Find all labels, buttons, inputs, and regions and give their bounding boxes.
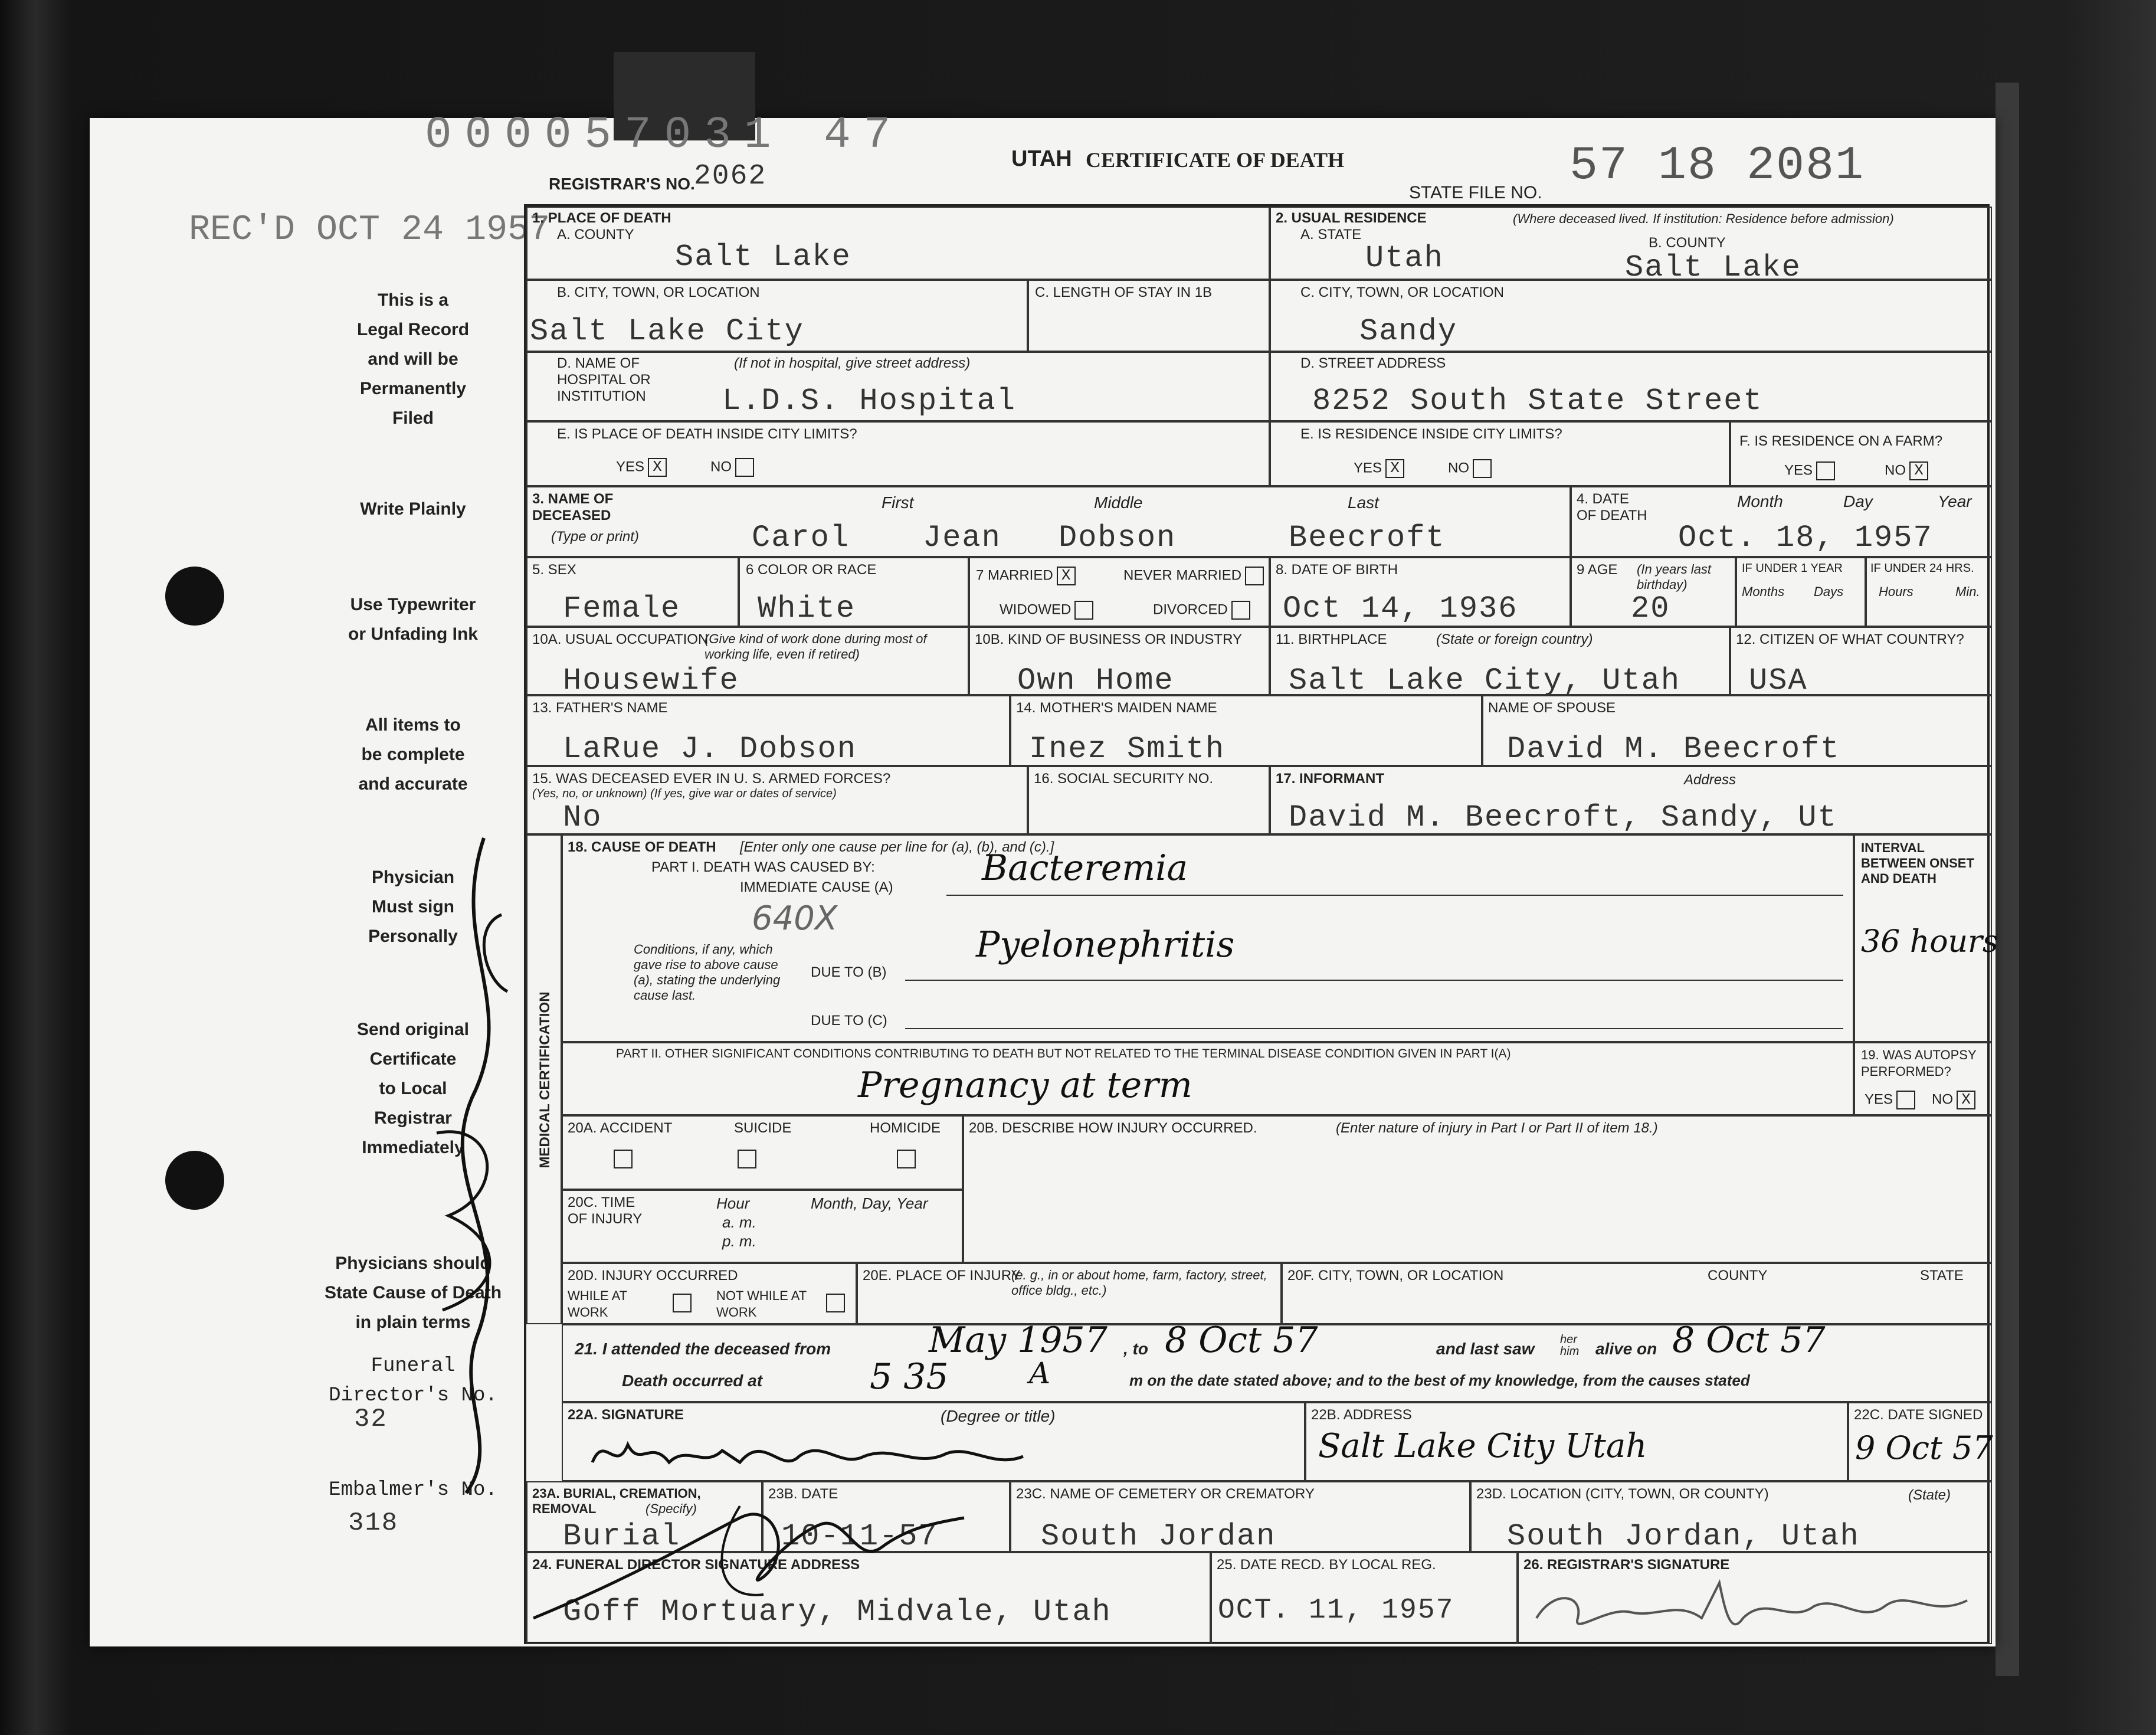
informant-value: David M. Beecroft, Sandy, Ut xyxy=(1289,800,1837,835)
widowed-check[interactable]: WIDOWED xyxy=(1000,601,1093,620)
margin-typewriter: Use Typewriter or Unfading Ink xyxy=(348,595,478,644)
street-value: 8252 South State Street xyxy=(1312,384,1763,418)
date-signed-value: 9 Oct 57 xyxy=(1855,1429,1993,1466)
serial-stamp: 000057031 47 xyxy=(425,110,904,161)
cell-occupation: 10A. USUAL OCCUPATION (Give kind of work done during most of working life, even if retired) Housewife xyxy=(526,627,969,695)
punch-hole-bottom xyxy=(165,1151,224,1210)
cell-dob: 8. DATE OF BIRTH Oct 14, 1936 xyxy=(1270,557,1571,627)
cemetery-value: South Jordan xyxy=(1041,1519,1276,1554)
cell-father: 13. FATHER'S NAME LaRue J. Dobson xyxy=(526,695,1010,766)
cell-burial: 23A. BURIAL, CREMATION, REMOVAL (Specify) Burial xyxy=(526,1481,762,1552)
interval-value: 36 hours xyxy=(1861,924,1998,960)
cell-registrar-sig: 26. REGISTRAR'S SIGNATURE xyxy=(1518,1552,1992,1644)
cell-marital xyxy=(969,557,1270,627)
cell-length-stay: C. LENGTH OF STAY IN 1B xyxy=(1028,280,1270,352)
cell-business: 10B. KIND OF BUSINESS OR INDUSTRY Own Home xyxy=(969,627,1270,695)
funeral-director-no: 32 xyxy=(354,1405,388,1434)
cell-cemetery: 23C. NAME OF CEMETERY OR CREMATORY South Jordan xyxy=(1010,1481,1470,1552)
attended-from: May 1957 xyxy=(929,1320,1108,1361)
cell-res-state: 2. USUAL RESIDENCE (Where deceased lived. If institution: Residence before admission) A. STATE B. COUNTY Utah Salt Lake xyxy=(1270,207,1992,280)
registrar-no: 2062 xyxy=(694,161,767,192)
birthplace-value: Salt Lake City, Utah xyxy=(1289,663,1681,698)
divorced-check[interactable]: DIVORCED xyxy=(1153,601,1250,620)
cell-time-injury: 20C. TIME OF INJURY Hour a. m. p. m. Month, Day, Year xyxy=(562,1190,963,1263)
res-county-value: Salt Lake xyxy=(1625,250,1801,285)
physician-margin-signature xyxy=(413,826,531,1505)
attended-to: 8 Oct 57 xyxy=(1165,1320,1318,1361)
cell-citizen: 12. CITIZEN OF WHAT COUNTRY? USA xyxy=(1730,627,1992,695)
cell-ssn: 16. SOCIAL SECURITY NO. xyxy=(1028,766,1270,834)
last-name: Beecroft xyxy=(1289,520,1446,555)
father-value: LaRue J. Dobson xyxy=(563,732,857,767)
cell-armed: 15. WAS DECEASED EVER IN U. S. ARMED FORCES? (Yes, no, or unknown) (If yes, give war or dates of service) No xyxy=(526,766,1028,834)
autopsy-no[interactable]: NO X xyxy=(1932,1091,1975,1109)
homicide-check[interactable] xyxy=(897,1150,916,1168)
cell-part2: PART II. OTHER SIGNIFICANT CONDITIONS CONTRIBUTING TO DEATH BUT NOT RELATED TO THE TERMINAL DISEASE CONDITION GIVEN IN PART I(A) Pregnancy at term xyxy=(562,1042,1854,1115)
margin-send-original: Send original Certificate to Local Registrar Immediately xyxy=(356,1020,470,1157)
cell-cause: 18. CAUSE OF DEATH [Enter only one cause per line for (a), (b), and (c).] PART I. DEATH WAS CAUSED BY: IMMEDIATE CAUSE (A) Bacteremia 640X Conditions, if any, which gave rise to above cause (a), stating the underlying cause last. DUE TO (B) Pyelonephritis DUE TO (C) xyxy=(562,834,1854,1042)
cell-date-recd: 25. DATE RECD. BY LOCAL REG. OCT. 11, 1957 xyxy=(1211,1552,1518,1644)
immediate-cause-value: Bacteremia xyxy=(982,847,1188,889)
margin-physician-sign: Physician Must sign Personally xyxy=(368,868,458,946)
cell-interval: INTERVAL BETWEEN ONSET AND DEATH 36 hours xyxy=(1854,834,1992,1042)
funeral-director-signature xyxy=(516,1482,1106,1636)
location-value: South Jordan, Utah xyxy=(1507,1519,1860,1554)
sex-value: Female xyxy=(563,591,681,626)
margin-write-plainly: Write Plainly xyxy=(360,499,466,519)
registrar-no-label: REGISTRAR'S NO. xyxy=(549,175,695,193)
cell-accident: 20A. ACCIDENT SUICIDE HOMICIDE xyxy=(562,1115,963,1190)
cell-informant: 17. INFORMANT Address David M. Beecroft, Sandy, Ut xyxy=(1270,766,1992,834)
cell-name: 3. NAME OF DECEASED (Type or print) First Middle Last Carol Jean Dobson Beecroft xyxy=(526,486,1571,557)
cell-race: 6 COLOR OR RACE White xyxy=(739,557,969,627)
while-at-work: WHILE AT WORK xyxy=(568,1288,627,1320)
cell-injury-how: 20B. DESCRIBE HOW INJURY OCCURRED. (Enter nature of injury in Part I or Part II of item 18.) xyxy=(963,1115,1992,1263)
middle-name: Jean xyxy=(923,520,1001,555)
sig-address-value: Salt Lake City Utah xyxy=(1318,1427,1647,1465)
farm-no[interactable]: NO X xyxy=(1885,461,1928,480)
middle-name-2: Dobson xyxy=(1059,520,1177,555)
received-stamp: REC'D OCT 24 1957 xyxy=(189,210,551,250)
cell-attended: 21. I attended the deceased from May 1957 , to 8 Oct 57 and last saw her him alive on 8 Oct 57 Death occurred at 5 35 A m on the date stated above; and to the best of my knowledge, from the causes stated xyxy=(562,1324,1992,1402)
state-file-no: 57 18 2081 xyxy=(1570,139,1865,193)
cell-location: 23D. LOCATION (CITY, TOWN, OR COUNTY) (State) South Jordan, Utah xyxy=(1470,1481,1992,1552)
embalmer-no: 318 xyxy=(348,1508,399,1538)
mother-value: Inez Smith xyxy=(1029,732,1226,767)
due-to-b-value: Pyelonephritis xyxy=(976,924,1235,965)
dob-value: Oct 14, 1936 xyxy=(1283,591,1518,626)
never-married-check[interactable]: NEVER MARRIED xyxy=(1123,567,1264,585)
cell-sig-address: 22B. ADDRESS Salt Lake City Utah xyxy=(1305,1402,1848,1481)
cell-under-24: IF UNDER 24 HRS. Hours Min. xyxy=(1866,557,1992,627)
farm-yes[interactable]: YES xyxy=(1784,461,1835,480)
cell-city: B. CITY, TOWN, OR LOCATION Salt Lake City xyxy=(526,280,1028,352)
punch-hole-top xyxy=(165,567,224,626)
binder-edge xyxy=(1996,83,2019,1676)
alive-on: 8 Oct 57 xyxy=(1672,1320,1826,1361)
cell-injury-occurred: 20D. INJURY OCCURRED WHILE AT WORK NOT WHILE AT WORK xyxy=(562,1263,857,1324)
medical-cert-strip: MEDICAL CERTIFICATION xyxy=(526,834,562,1324)
certificate-title: CERTIFICATE OF DEATH xyxy=(1086,148,1345,172)
am-pm: A xyxy=(1029,1356,1051,1390)
certificate-form xyxy=(524,204,1998,1644)
res-inside-no[interactable]: NO xyxy=(1448,459,1492,478)
county-value: Salt Lake xyxy=(675,240,851,274)
cell-funeral: 24. FUNERAL DIRECTOR SIGNATURE ADDRESS Goff Mortuary, Midvale, Utah xyxy=(526,1552,1211,1644)
autopsy-yes[interactable]: YES xyxy=(1865,1091,1915,1109)
cell-signature: 22A. SIGNATURE (Degree or title) xyxy=(562,1402,1305,1481)
margin-legal-record: This is a Legal Record and will be Permanently Filed xyxy=(356,290,470,428)
hospital-value: L.D.S. Hospital xyxy=(722,384,1017,418)
res-state-value: Utah xyxy=(1365,241,1444,276)
cell-spouse: NAME OF SPOUSE David M. Beecroft xyxy=(1482,695,1992,766)
cell-birthplace: 11. BIRTHPLACE (State or foreign country) Salt Lake City, Utah xyxy=(1270,627,1730,695)
cell-under-year: IF UNDER 1 YEAR Months Days xyxy=(1736,557,1866,627)
res-city-value: Sandy xyxy=(1359,314,1458,349)
margin-complete: All items to be complete and accurate xyxy=(358,715,468,794)
embalmer-label: Embalmer's No. xyxy=(329,1479,497,1501)
cell-date-death: 4. DATE OF DEATH Month Day Year Oct. 18, 1957 xyxy=(1571,486,1992,557)
cell-sex: 5. SEX Female xyxy=(526,557,739,627)
title-state: UTAH xyxy=(1011,146,1072,171)
not-at-work-check[interactable] xyxy=(826,1294,845,1312)
cell-res-farm: F. IS RESIDENCE ON A FARM? YES NO X xyxy=(1730,421,1992,486)
cell-mother: 14. MOTHER'S MAIDEN NAME Inez Smith xyxy=(1010,695,1482,766)
date-of-death-value: Oct. 18, 1957 xyxy=(1678,520,1933,555)
cell-county: 1. PLACE OF DEATH A. COUNTY Salt Lake xyxy=(526,207,1270,280)
funeral-value: Goff Mortuary, Midvale, Utah xyxy=(563,1595,1112,1629)
res-inside-yes[interactable]: YES X xyxy=(1354,459,1404,478)
while-at-work-check[interactable] xyxy=(673,1294,692,1312)
cell-inside-city: E. IS PLACE OF DEATH INSIDE CITY LIMITS? YES X NO xyxy=(526,421,1270,486)
cell-street: D. STREET ADDRESS 8252 South State Street xyxy=(1270,352,1992,421)
cell-autopsy: 19. WAS AUTOPSY PERFORMED? YES NO X xyxy=(1854,1042,1992,1115)
state-file-label: STATE FILE NO. xyxy=(1409,183,1542,202)
first-name: Carol xyxy=(752,520,850,555)
physician-signature xyxy=(586,1421,1118,1480)
part2-value: Pregnancy at term xyxy=(858,1065,1192,1106)
cell-hospital: D. NAME OF HOSPITAL OR INSTITUTION (If not in hospital, give street address) L.D.S. Hospital xyxy=(526,352,1270,421)
armed-value: No xyxy=(563,800,602,835)
not-at-work: NOT WHILE AT WORK xyxy=(716,1288,807,1320)
occupation-value: Housewife xyxy=(563,663,739,698)
margin-state-cause: Physicians should State Cause of Death in plain terms xyxy=(324,1253,502,1332)
cell-injury-location: 20F. CITY, TOWN, OR LOCATION COUNTY STATE xyxy=(1282,1263,1992,1324)
cause-code: 640X xyxy=(752,899,838,938)
funeral-director-label: Funeral Director's No. xyxy=(329,1355,497,1407)
burial-value: Burial xyxy=(563,1519,681,1554)
registrar-signature xyxy=(1531,1571,1991,1642)
age-value: 20 xyxy=(1631,591,1670,626)
cell-place-injury: 20E. PLACE OF INJURY (e. g., in or about home, farm, factory, street, office bldg., etc.) xyxy=(857,1263,1282,1324)
suicide-check[interactable] xyxy=(738,1150,756,1168)
citizen-value: USA xyxy=(1749,663,1808,698)
spouse-value: David M. Beecroft xyxy=(1507,732,1840,767)
city-value: Salt Lake City xyxy=(530,314,804,349)
inside-city-yes[interactable]: YES X xyxy=(616,458,667,477)
race-value: White xyxy=(758,591,856,626)
cell-burial-date: 23B. DATE 10-11-57 xyxy=(762,1481,1010,1552)
accident-check[interactable] xyxy=(614,1150,633,1168)
date-recd-value: OCT. 11, 1957 xyxy=(1218,1595,1454,1626)
cell-date-signed: 22C. DATE SIGNED 9 Oct 57 xyxy=(1848,1402,1992,1481)
occurred-at: 5 35 xyxy=(870,1356,949,1397)
cell-res-city: C. CITY, TOWN, OR LOCATION Sandy xyxy=(1270,280,1992,352)
business-value: Own Home xyxy=(1017,663,1174,698)
burial-date-value: 10-11-57 xyxy=(781,1519,938,1554)
cell-res-inside: E. IS RESIDENCE INSIDE CITY LIMITS? YES X NO xyxy=(1270,421,1730,486)
cell-age: 9 AGE (In years last birthday) 20 xyxy=(1571,557,1736,627)
inside-city-no[interactable]: NO xyxy=(710,458,754,477)
married-check[interactable]: 7 MARRIED X xyxy=(976,567,1076,585)
